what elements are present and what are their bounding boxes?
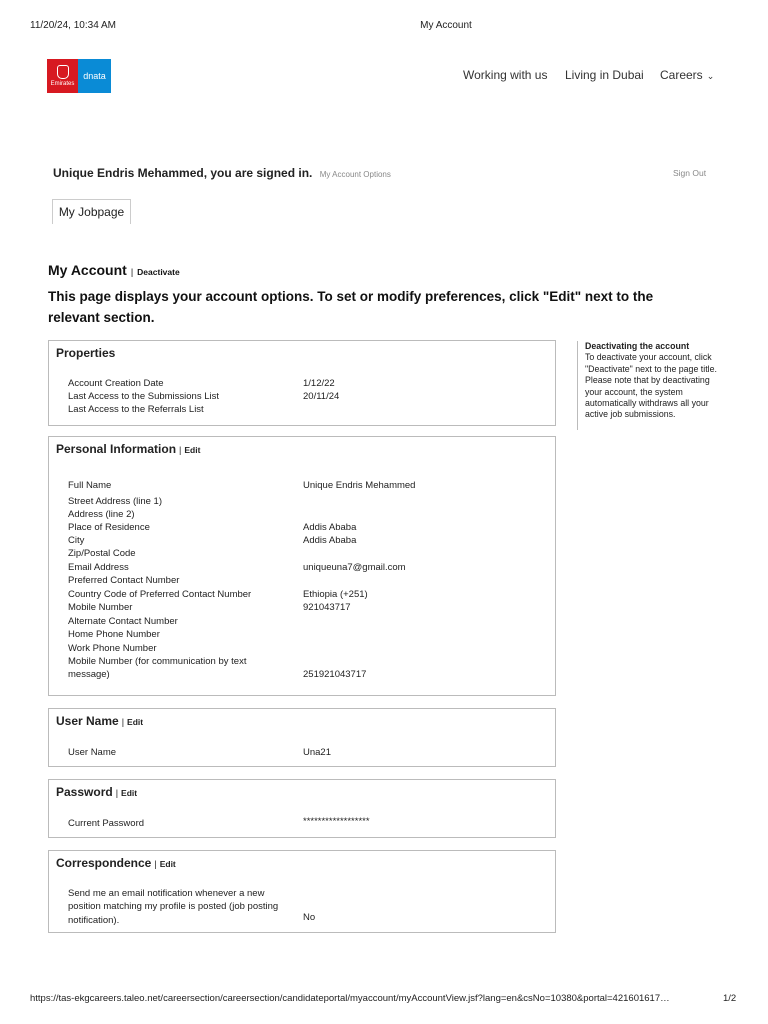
tab-my-jobpage[interactable]: My Jobpage xyxy=(52,199,131,224)
title-separator: | xyxy=(121,717,125,727)
properties-section xyxy=(48,340,556,426)
field-label: Street Address (line 1) xyxy=(68,496,162,507)
user-name-section xyxy=(48,708,556,767)
correspondence-section xyxy=(48,850,556,933)
print-doc-title: My Account xyxy=(420,20,472,31)
print-url: https://tas-ekgcareers.taleo.net/careersection/careersection/candidateportal/myaccount/myAccountView.jsf?lang=en&csNo=10380&portal=421601617… xyxy=(30,993,670,1004)
field-label: Country Code of Preferred Contact Number xyxy=(68,589,252,600)
edit-correspondence-link[interactable]: Edit xyxy=(159,859,176,869)
sign-out-link[interactable]: Sign Out xyxy=(673,168,707,178)
field-label: Account Creation Date xyxy=(68,378,164,389)
field-label: Home Phone Number xyxy=(68,629,160,640)
field-value: ****************** xyxy=(303,816,370,827)
field-value: 20/11/24 xyxy=(303,391,340,402)
field-label: Preferred Contact Number xyxy=(68,575,180,586)
password-section xyxy=(48,779,556,838)
nav-living-in-dubai[interactable]: Living in Dubai xyxy=(565,68,644,82)
account-options-link[interactable]: My Account Options xyxy=(319,170,391,179)
title-separator: | xyxy=(154,859,157,869)
field-label: Place of Residence xyxy=(68,522,150,533)
field-label: Alternate Contact Number xyxy=(68,616,178,627)
title-separator: | xyxy=(130,267,134,277)
section-header xyxy=(56,785,137,799)
page-title-text: My Account xyxy=(48,262,127,278)
signed-in-text: Unique Endris Mehammed, you are signed in. xyxy=(53,166,313,180)
field-label: User Name xyxy=(68,747,117,758)
section-title: Properties xyxy=(56,346,116,360)
dnata-logo xyxy=(78,59,111,93)
field-value: 1/12/22 xyxy=(303,378,335,389)
page-intro: This page displays your account options. To set or modify preferences, click "Edit" next to the relevant section. xyxy=(48,289,654,325)
emirates-logo-text: Emirates xyxy=(50,81,75,87)
field-value: 251921043717 xyxy=(303,669,367,680)
side-note-body: To deactivate your account, click "Deactivate" next to the page title. Please note that by deactivating your account, the system automatically withdraws all your active job submissions. xyxy=(585,352,717,420)
section-title: Personal Information xyxy=(56,442,177,456)
field-label: Current Password xyxy=(68,818,145,829)
side-note-title: Deactivating the account xyxy=(585,341,690,351)
deactivate-link[interactable]: Deactivate xyxy=(137,267,180,277)
print-page-number: 1/2 xyxy=(723,993,737,1004)
field-label: Full Name xyxy=(68,480,112,491)
edit-personal-link[interactable]: Edit xyxy=(184,445,201,455)
section-header xyxy=(56,856,176,870)
field-value: Ethiopia (+251) xyxy=(303,589,368,600)
field-label: Email Address xyxy=(68,562,129,573)
deactivation-help-note xyxy=(577,341,717,430)
section-header xyxy=(56,442,200,456)
field-label: Mobile Number xyxy=(68,602,133,613)
emirates-crest-icon xyxy=(57,65,69,79)
section-title: User Name xyxy=(56,714,119,728)
field-label: Last Access to the Referrals List xyxy=(68,404,204,415)
nav-careers[interactable] xyxy=(660,68,714,82)
nav-careers-label: Careers xyxy=(660,68,703,82)
field-value: No xyxy=(303,912,316,923)
edit-username-link[interactable]: Edit xyxy=(127,717,144,727)
field-label: City xyxy=(68,535,85,546)
field-label: Zip/Postal Code xyxy=(68,548,136,559)
emirates-dnata-logo[interactable] xyxy=(47,59,111,93)
field-value: Una21 xyxy=(303,747,331,758)
section-title: Correspondence xyxy=(56,856,152,870)
field-label: Send me an email notification whenever a new position matching my profile is posted (job posting notification). xyxy=(68,888,279,926)
page-title xyxy=(48,262,180,278)
section-header xyxy=(56,714,143,728)
nav-working-with-us[interactable]: Working with us xyxy=(463,68,548,82)
dnata-logo-text: dnata xyxy=(83,71,106,81)
section-title: Password xyxy=(56,785,113,799)
signed-in-message xyxy=(53,166,391,180)
field-value: Addis Ababa xyxy=(303,522,357,533)
field-value: Unique Endris Mehammed xyxy=(303,480,416,491)
field-value: 921043717 xyxy=(303,602,351,613)
title-separator: | xyxy=(179,445,182,455)
field-label: Address (line 2) xyxy=(68,509,135,520)
emirates-logo xyxy=(47,59,78,93)
field-label: Mobile Number (for communication by text message) xyxy=(68,656,247,681)
chevron-down-icon: ⌄ xyxy=(706,71,715,81)
print-datetime: 11/20/24, 10:34 AM xyxy=(30,20,116,31)
title-separator: | xyxy=(115,788,119,798)
field-label: Last Access to the Submissions List xyxy=(68,391,220,402)
edit-password-link[interactable]: Edit xyxy=(121,788,138,798)
field-label: Work Phone Number xyxy=(68,643,157,654)
field-value: Addis Ababa xyxy=(303,535,357,546)
field-value: uniqueuna7@gmail.com xyxy=(303,562,406,573)
personal-information-section xyxy=(48,436,556,696)
